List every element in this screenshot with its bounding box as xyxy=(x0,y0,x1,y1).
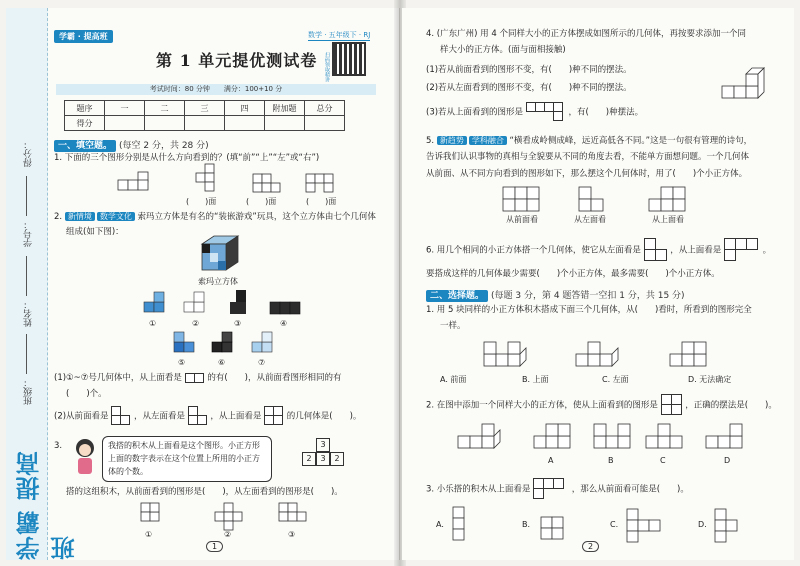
c2-option-c[interactable]: C xyxy=(660,456,666,465)
page-number-left: 1 xyxy=(206,541,223,552)
c1-option-d[interactable]: D. 无法确定 xyxy=(688,375,732,384)
question-4-line2: 样大小的正方体。(面与面相接触) xyxy=(440,45,566,55)
q6-top-view-icon xyxy=(724,238,760,262)
soma-piece-5 xyxy=(172,330,200,356)
strip-label-name: 姓名： xyxy=(24,300,34,327)
c3-option-b-shape xyxy=(540,516,566,540)
question-6-line2: 要搭成这样的几何体最少需要( )个小正方体，最多需要( )个小正方体。 xyxy=(426,269,720,279)
piece-label: ① xyxy=(149,319,157,328)
question-2-sub1: (1)①~⑦号几何体中，从上面看是 的有( )，从前面看图形相同的有 xyxy=(54,373,342,383)
q1-figure-4 xyxy=(304,172,344,194)
question-4-sub1: (1)若从前面看到的图形不变，有( )种不同的摆法。 xyxy=(426,65,632,75)
score-cell[interactable] xyxy=(105,116,145,131)
q5-top-view xyxy=(648,186,698,212)
q1-figure-3 xyxy=(251,172,291,194)
q5-left-view xyxy=(578,186,608,212)
question-5: 5. 新趋势 学科融合 “横看成岭侧成峰，远近高低各不同。”这是一句很有管理的诗句， xyxy=(426,136,753,146)
score-header: 附加题 xyxy=(265,101,305,116)
q5-caption: 从左面看 xyxy=(574,215,606,224)
score-header: 题序 xyxy=(65,101,105,116)
choice-1-line2: 一样。 xyxy=(440,321,466,331)
question-4: 4. (广东广州) 用 4 个同样大小的正方体摆成如图所示的几何体，再按要求添加一个同 xyxy=(426,29,746,39)
score-header: 四 xyxy=(225,101,265,116)
q3-option-2 xyxy=(214,502,244,532)
question-5-line3: 从前面、从不同方向看到的图形如下，那么摆这个几何体时，用了( )个小正方体。 xyxy=(426,169,748,179)
top-view-icon xyxy=(185,373,205,383)
soma-piece-2 xyxy=(182,292,210,318)
tag-new-context: 新情境 xyxy=(65,212,95,221)
q1-blank[interactable]: ( )面 xyxy=(306,197,337,206)
c1-option-a[interactable]: A. 前面 xyxy=(440,375,467,384)
score-table xyxy=(64,100,345,131)
q3-option-3 xyxy=(278,502,308,532)
header-subject: 数学 · 五年级下 · RJ xyxy=(308,31,371,39)
question-2-line2: 组成(如下图)： xyxy=(66,227,124,237)
binding-strip xyxy=(6,8,79,560)
c3-top-view-icon xyxy=(533,478,569,500)
q3-label: ① xyxy=(145,530,153,539)
brand-tag: 学霸 · 提高班 xyxy=(54,30,113,43)
piece-label: ② xyxy=(192,319,200,328)
question-2-sub1-line2: ( )个。 xyxy=(66,389,107,399)
c2-option-b-solid xyxy=(592,422,648,452)
soma-piece-3 xyxy=(228,288,254,318)
c1-solid-c xyxy=(668,336,722,370)
girl-avatar-icon xyxy=(70,436,100,476)
soma-piece-6 xyxy=(210,330,238,356)
section-choice: 二、选择题。 (每题 3 分，第 4 题答错一空扣 1 分，共 15 分) xyxy=(426,288,685,301)
soma-cube-image xyxy=(198,234,242,274)
c2-option-b[interactable]: B xyxy=(608,456,614,465)
c2-option-c-solid xyxy=(644,422,700,452)
brand-vertical: 学霸 提高班 xyxy=(16,450,79,560)
section-fill-blank: 一、填空题。 (每空 2 分，共 28 分) xyxy=(54,138,209,151)
speech-bubble: 我搭的积木从上面看是这个图形。小正方形上面的数字表示在这个位置上所用的小正方体的个数。 xyxy=(102,436,272,482)
piece-label: ⑥ xyxy=(218,358,226,367)
left-page xyxy=(6,8,400,560)
score-cell[interactable] xyxy=(265,116,305,131)
c3-option-a-shape xyxy=(452,506,466,542)
score-cell[interactable] xyxy=(225,116,265,131)
strip-label-score: 得分： xyxy=(24,140,34,167)
c2-option-a-solid xyxy=(532,422,588,452)
score-header: 一 xyxy=(105,101,145,116)
qr-code-icon[interactable] xyxy=(332,42,366,76)
tag-new-trend: 新趋势 xyxy=(437,136,467,145)
score-header: 总分 xyxy=(305,101,345,116)
strip-label-class: 班级： xyxy=(24,378,34,405)
piece-label: ④ xyxy=(280,319,288,328)
c1-solid-b xyxy=(574,336,628,370)
q4-solid-figure xyxy=(720,64,766,104)
c2-option-d[interactable]: D xyxy=(724,456,731,465)
question-4-sub3: (3)若从上面看到的图形是 ，有( )种摆法。 xyxy=(426,102,643,122)
page-title: 第 1 单元提优测试卷 xyxy=(156,51,318,70)
c3-option-c[interactable]: C. xyxy=(610,520,619,529)
q5-caption: 从前面看 xyxy=(506,215,538,224)
qr-caption: 扫码领取精讲 xyxy=(324,52,330,82)
score-cell[interactable] xyxy=(305,116,345,131)
soma-piece-4 xyxy=(268,296,302,318)
q3-count-grid: 3 2 3 2 xyxy=(302,438,344,466)
score-header: 三 xyxy=(185,101,225,116)
c1-option-c[interactable]: C. 左面 xyxy=(602,375,629,384)
c3-option-c-shape xyxy=(626,508,666,542)
q1-blank[interactable]: ( )面 xyxy=(246,197,277,206)
q1-figure-1 xyxy=(116,168,156,194)
soma-caption: 索玛立方体 xyxy=(198,277,238,286)
right-page xyxy=(402,8,794,560)
front-view-icon xyxy=(111,406,131,426)
score-cell[interactable] xyxy=(145,116,185,131)
question-2-sub2: (2)从前面看是 ，从左面看是 ，从上面看是 的几何体是( )。 xyxy=(54,406,361,426)
c3-option-a[interactable]: A. xyxy=(436,520,444,529)
q4-top-view-icon xyxy=(526,102,566,122)
q1-blank[interactable]: ( )面 xyxy=(186,197,217,206)
c1-solid-a xyxy=(482,336,536,370)
question-6: 6. 用几个相同的小正方体搭一个几何体，使它从左面看是 ，从上面看是 。 xyxy=(426,238,771,262)
exam-info-bar: 考试时间：80 分钟 满分：100+10 分 xyxy=(56,84,376,95)
q5-front-view xyxy=(502,186,552,212)
question-1: 1. 下面的三个图形分别是从什么方向看到的？(填“前”“上”“左”或“右”) xyxy=(54,153,320,163)
q6-left-view-icon xyxy=(644,238,668,262)
piece-label: ⑦ xyxy=(258,358,266,367)
question-5-line2: 告诉我们认识事物的真相与全貌要从不同的角度去看，不能单方面想问题。一个几何体 xyxy=(426,152,750,162)
q3-option-1 xyxy=(140,502,160,532)
piece-label: ③ xyxy=(234,319,242,328)
piece-label: ⑤ xyxy=(178,358,186,367)
top-view-icon xyxy=(264,406,284,426)
q5-caption: 从上面看 xyxy=(652,215,684,224)
q3-label: ② xyxy=(224,530,232,539)
soma-piece-1 xyxy=(140,290,168,318)
question-4-sub2: (2)若从左面看到的图形不变，有( )种不同的摆法。 xyxy=(426,83,632,93)
c3-option-d-shape xyxy=(714,508,740,542)
tag-cross-subject: 学科融合 xyxy=(469,136,507,145)
question-2: 2. 新情境 数学文化 索玛立方体是有名的“装嵌游戏”玩具，这个立方体由七个几何体 xyxy=(54,212,376,222)
question-3-number: 3. xyxy=(54,441,63,451)
tag-math-culture: 数学文化 xyxy=(97,212,135,221)
c1-option-b[interactable]: B. 上面 xyxy=(522,375,549,384)
c3-option-d[interactable]: D. xyxy=(698,520,707,529)
q1-figure-2 xyxy=(191,164,231,194)
page-number-right: 2 xyxy=(582,541,599,552)
q3-label: ③ xyxy=(288,530,296,539)
strip-label-id: 学号： xyxy=(24,220,34,247)
c2-base-solid xyxy=(456,422,512,452)
c2-option-a[interactable]: A xyxy=(548,456,554,465)
question-3-text: 搭的这组积木，从前面看到的图形是( )，从左面看到的图形是( )。 xyxy=(66,487,343,497)
choice-3: 3. 小乐搭的积木从上面看是 ，那么从前面看可能是( )。 xyxy=(426,478,689,500)
soma-piece-7 xyxy=(250,330,278,356)
left-view-icon xyxy=(188,406,208,426)
c2-option-d-solid xyxy=(704,422,760,452)
score-header: 二 xyxy=(145,101,185,116)
score-row-label: 得分 xyxy=(65,116,105,131)
score-cell[interactable] xyxy=(185,116,225,131)
c2-top-view-icon xyxy=(661,394,683,416)
c3-option-b[interactable]: B. xyxy=(522,520,531,529)
choice-2: 2. 在图中添加一个同样大小的正方体，使从上面看到的图形是 ，正确的摆法是( )。 xyxy=(426,394,777,416)
choice-1: 1. 用 5 块同样的小正方体积木搭成下面三个几何体，从( )看时，所看到的图形完全 xyxy=(426,305,752,315)
